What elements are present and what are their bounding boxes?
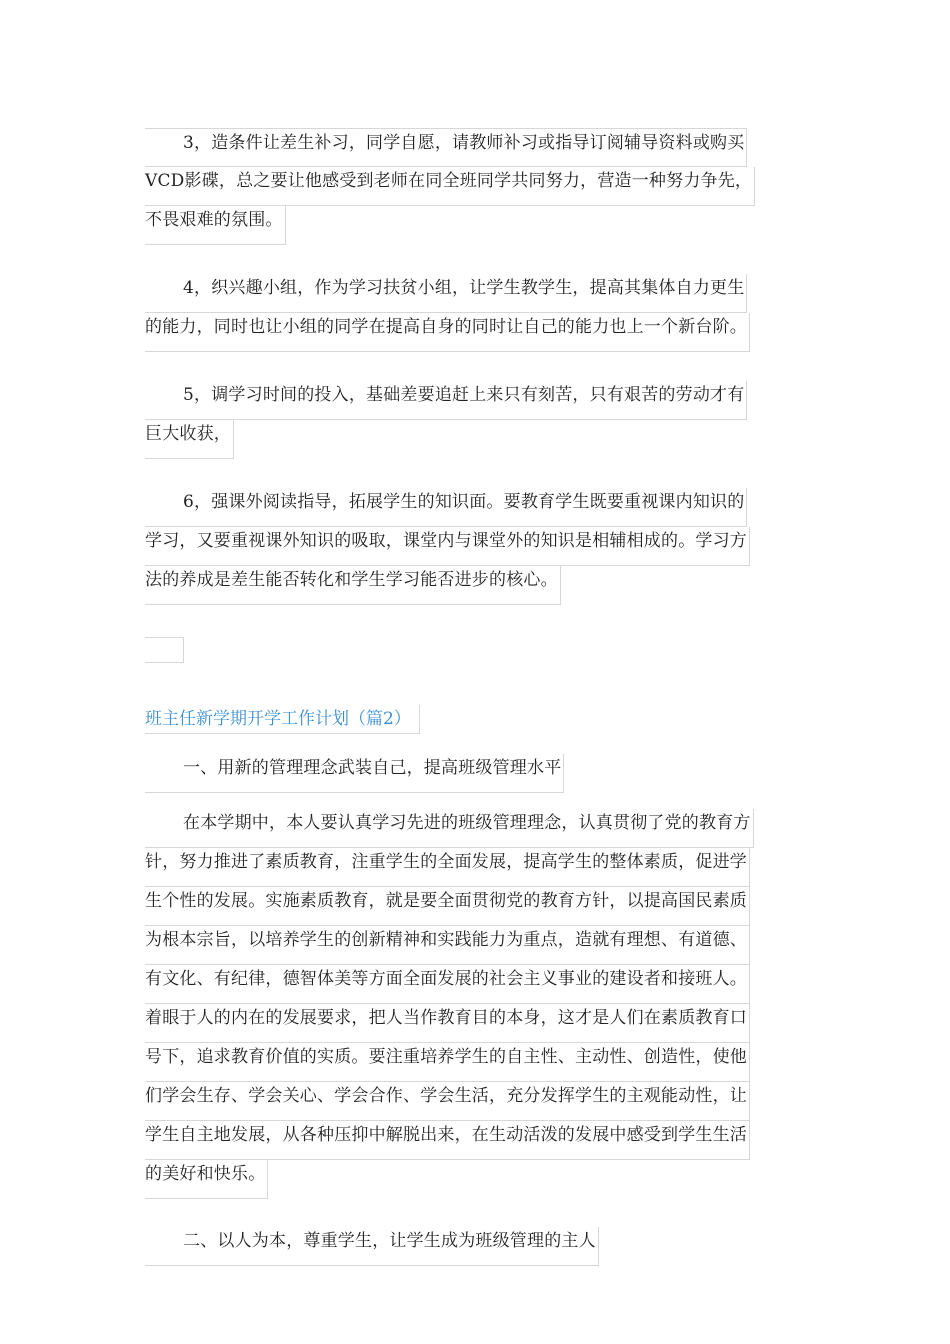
text-line: 号下，追求教育价值的实质。要注重培养学生的自主性、主动性、创造性，使他	[145, 1043, 750, 1082]
text-line: 法的养成是差生能否转化和学生学习能否进步的核心。	[145, 566, 561, 605]
text-line: 学生自主地发展，从各种压抑中解脱出来，在生动活泼的发展中感受到学生生活	[145, 1121, 750, 1160]
paragraph-item-6	[145, 488, 809, 605]
paragraph-main	[145, 809, 809, 1199]
text-line: 5，调学习时间的投入，基础差要追赶上来只有刻苦，只有艰苦的劳动才有	[145, 381, 747, 420]
text-line: 的美好和快乐。	[145, 1160, 268, 1199]
paragraph-item-3	[145, 128, 809, 245]
text-line: 3，造条件让差生补习，同学自愿，请教师补习或指导订阅辅导资料或购买	[145, 128, 747, 167]
document-page	[145, 128, 809, 1266]
text-line: 生个性的发展。实施素质教育，就是要全面贯彻党的教育方针，以提高国民素质	[145, 887, 750, 926]
text-line: 6，强课外阅读指导，拓展学生的知识面。要教育学生既要重视课内知识的	[145, 488, 747, 527]
empty-cell	[145, 637, 184, 663]
text-line: 4，织兴趣小组，作为学习扶贫小组，让学生教学生，提高其集体自力更生	[145, 274, 747, 313]
text-line: 不畏艰难的氛围。	[145, 206, 286, 245]
paragraph-item-4	[145, 274, 809, 352]
text-line: 在本学期中，本人要认真学习先进的班级管理理念，认真贯彻了党的教育方	[145, 809, 754, 848]
text-line: 有文化、有纪律，德智体美等方面全面发展的社会主义事业的建设者和接班人。	[145, 965, 750, 1004]
text-line: 们学会生存、学会关心、学会合作、学会生活，充分发挥学生的主观能动性，让	[145, 1082, 750, 1121]
paragraph-item-5	[145, 381, 809, 459]
text-line: 巨大收获，	[145, 420, 234, 459]
text-line: VCD影碟，总之要让他感受到老师在同全班同学共同努力，营造一种努力争先，	[145, 167, 755, 206]
section-heading: 班主任新学期开学工作计划（篇2）	[145, 705, 420, 734]
sub-heading-2: 二、以人为本，尊重学生，让学生成为班级管理的主人	[145, 1227, 599, 1266]
text-line: 针，努力推进了素质教育，注重学生的全面发展，提高学生的整体素质，促进学	[145, 848, 750, 887]
text-line: 的能力，同时也让小组的同学在提高自身的同时让自己的能力也上一个新台阶。	[145, 313, 750, 352]
sub-heading-1: 一、用新的管理理念武装自己，提高班级管理水平	[145, 754, 564, 793]
text-line: 着眼于人的内在的发展要求，把人当作教育目的本身，这才是人们在素质教育口	[145, 1004, 750, 1043]
text-line: 学习，又要重视课外知识的吸取，课堂内与课堂外的知识是相辅相成的。学习方	[145, 527, 750, 566]
text-line: 为根本宗旨，以培养学生的创新精神和实践能力为重点，造就有理想、有道德、	[145, 926, 750, 965]
